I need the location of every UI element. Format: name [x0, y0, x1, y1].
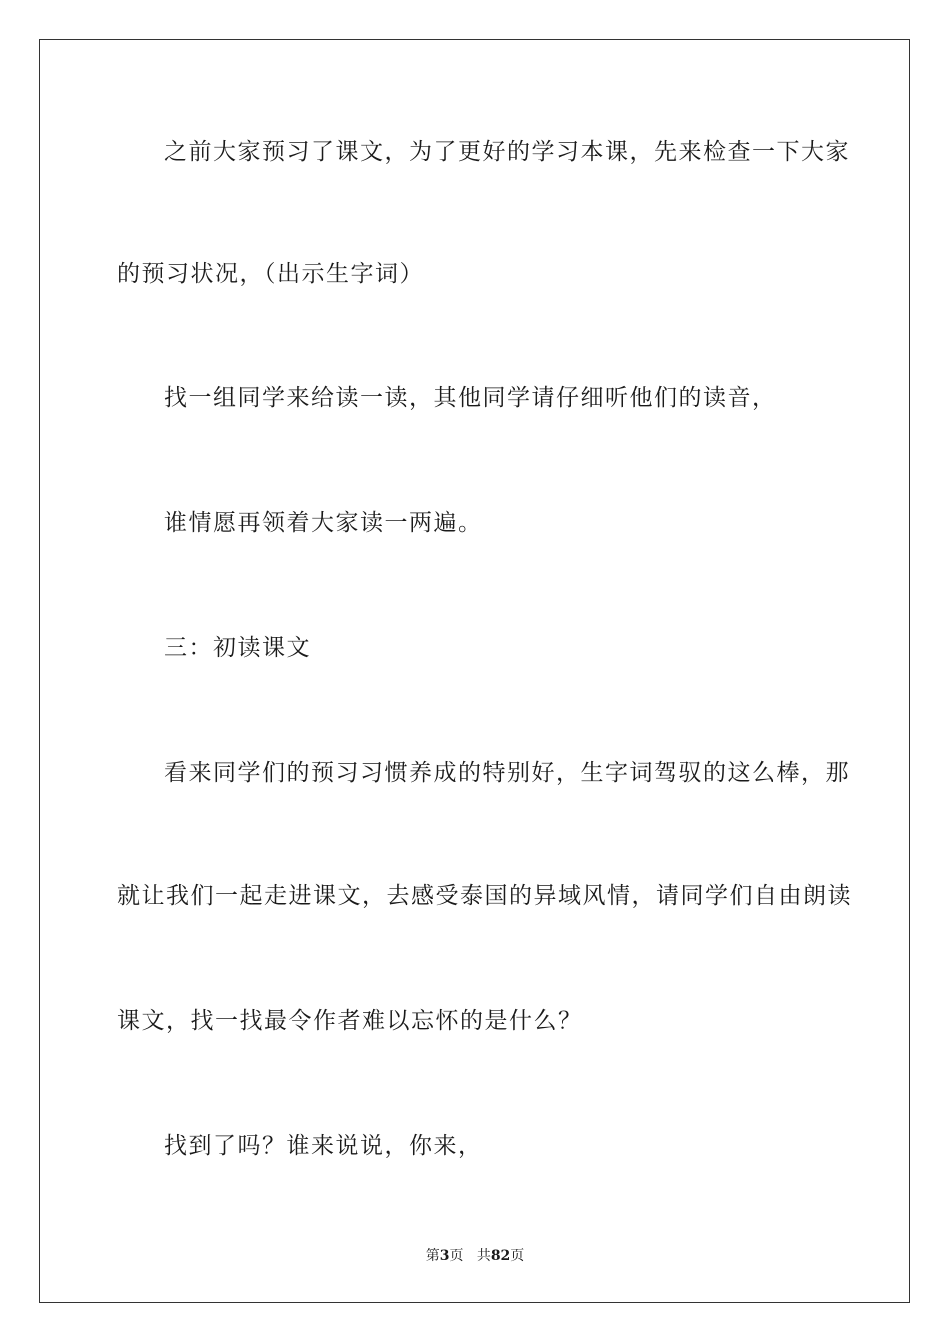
page-border — [39, 39, 910, 1303]
paragraph-1-line-1: 之前大家预习了课文，为了更好的学习本课，先来检查一下大家 — [164, 139, 850, 165]
paragraph-3: 谁情愿再领着大家读一两遍。 — [164, 510, 483, 536]
paragraph-4-line-3: 课文，找一找最令作者难以忘怀的是什么？ — [117, 1008, 583, 1034]
page-number: 3 — [439, 1248, 450, 1264]
total-suffix: 页 — [510, 1248, 525, 1264]
paragraph-4-line-2: 就让我们一起走进课文，去感受泰国的异域风情，请同学们自由朗读 — [117, 883, 852, 909]
paragraph-1-line-2: 的预习状况，（出示生字词） — [117, 261, 424, 287]
section-heading: 三：初读课文 — [164, 635, 311, 661]
paragraph-2: 找一组同学来给读一读，其他同学请仔细听他们的读音， — [164, 385, 777, 411]
page-suffix: 页 — [449, 1248, 464, 1264]
paragraph-5: 找到了吗？谁来说说，你来， — [164, 1133, 483, 1159]
total-pages: 82 — [490, 1248, 511, 1264]
paragraph-4-line-1: 看来同学们的预习习惯养成的特别好，生字词驾驭的这么棒，那 — [164, 760, 850, 786]
page-prefix: 第 — [425, 1248, 440, 1264]
total-prefix: 共 — [476, 1248, 491, 1264]
page-footer — [0, 1246, 950, 1266]
